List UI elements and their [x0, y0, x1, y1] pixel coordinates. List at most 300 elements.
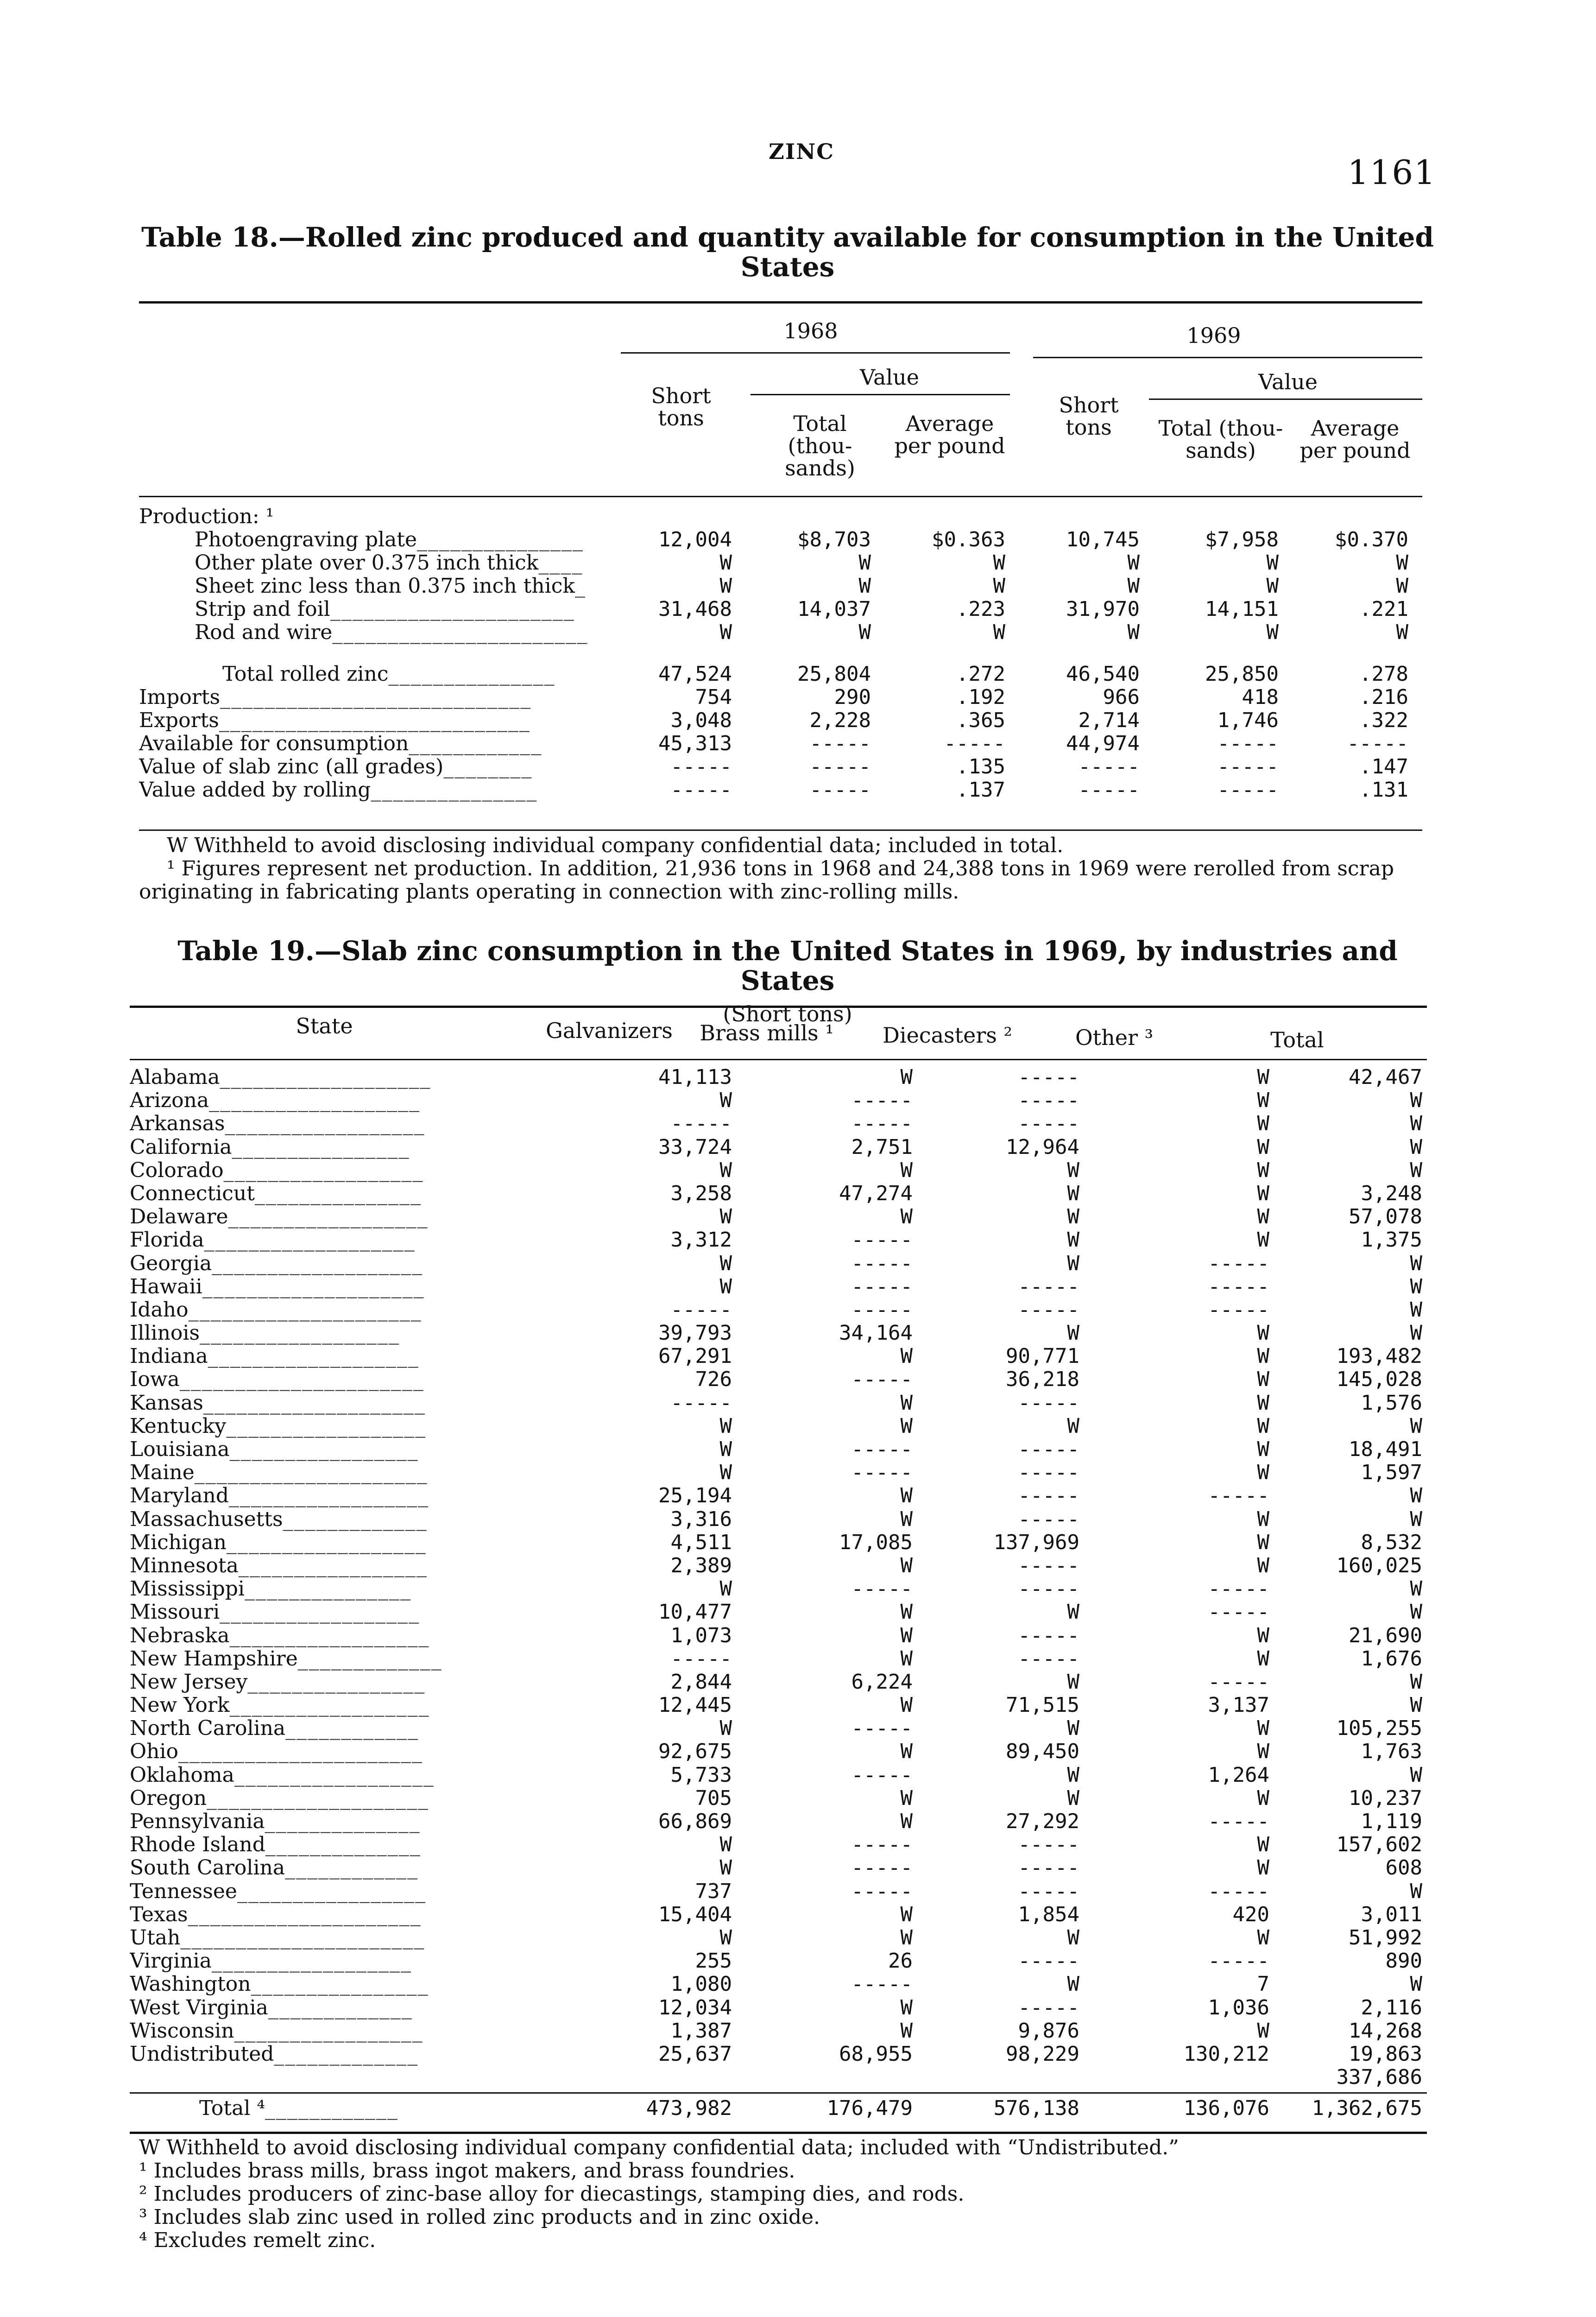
table-row: Idaho_____________________ ----- ----- ----- ----- W: [130, 1298, 1422, 1322]
table-row: Photoengraving plate_______________ 12,004 $8,703 $0.363 10,745 $7,958 $0.370: [195, 528, 1408, 551]
cell: 1,676: [1361, 1646, 1422, 1671]
cell: 31,468: [658, 597, 732, 621]
footnote: W Withheld to avoid disclosing individual company confidential data; included with “Undistributed.”: [139, 2136, 1179, 2159]
cell: -----: [1018, 1461, 1079, 1485]
cell: 4,511: [670, 1530, 732, 1554]
row-label: Missouri: [130, 1601, 220, 1624]
table-19-total-rule: [130, 2092, 1427, 2094]
cell: W: [1257, 1925, 1269, 1950]
cell: 3,316: [670, 1507, 732, 1531]
row-label: Value of slab zinc (all grades): [139, 755, 444, 779]
table-row: Florida___________________ 3,312 ----- W W 1,375: [130, 1228, 1422, 1252]
cell: W: [719, 1274, 732, 1298]
total-1968: Total (thou- sands): [785, 411, 855, 481]
row-label: Hawaii: [130, 1275, 202, 1298]
table-row: Delaware__________________ W W W W 57,078: [130, 1205, 1422, 1229]
cell: W: [1396, 620, 1408, 644]
col-total: Total: [1270, 1027, 1324, 1052]
cell: W: [1257, 1646, 1269, 1671]
cell: W: [1257, 1414, 1269, 1438]
table-18-title: Table 18.—Rolled zinc produced and quantity available for consumption in the United States: [141, 222, 1434, 283]
cell: W: [1257, 1553, 1269, 1577]
cell: -----: [1018, 1553, 1079, 1577]
cell: 1,597: [1361, 1461, 1422, 1485]
cell: W: [900, 1414, 913, 1438]
row-label: Value added by rolling: [139, 779, 371, 802]
cell: $0.370: [1335, 528, 1408, 551]
cell: 1,746: [1217, 709, 1279, 732]
table-row: Virginia__________________ 255 26 ----- ----- 890: [130, 1949, 1422, 1973]
cell: -----: [1018, 1833, 1079, 1857]
cell: W: [1410, 1972, 1422, 1996]
row-label: Maryland: [130, 1484, 229, 1508]
cell: -----: [851, 1716, 913, 1741]
cell: 8,532: [1361, 1530, 1422, 1554]
col-state: State: [296, 1013, 353, 1038]
cell: 3,048: [670, 709, 732, 732]
row-label: Virginia: [130, 1950, 212, 1973]
short-tons-1969: Short tons: [1059, 392, 1119, 440]
cell: 27,292: [1006, 1810, 1079, 1833]
cell: -----: [670, 755, 732, 779]
table-19-subtitle: (Short tons): [723, 1001, 852, 1026]
table-19-header-rule: [130, 1059, 1427, 1060]
table-19-footnotes: [139, 2136, 1436, 2252]
cell: .365: [956, 709, 1005, 732]
table-row: Kansas____________________ ----- W ----- W 1,576: [130, 1391, 1422, 1415]
cell: W: [993, 574, 1005, 598]
footnote: W Withheld to avoid disclosing individual company confidential data; included in total.: [167, 834, 1064, 857]
cell: W: [719, 1437, 732, 1461]
cell: 12,034: [658, 1995, 732, 2019]
cell: .135: [956, 755, 1005, 779]
table-row: Available for consumption____________ 45,313 ----- ----- 44,974 ----- -----: [139, 732, 1408, 755]
table-row: California________________ 33,724 2,751 12,964 W W: [130, 1135, 1422, 1159]
cell: -----: [1217, 778, 1279, 802]
cell: -----: [809, 732, 871, 755]
cell: -----: [1018, 1112, 1079, 1136]
cell: 890: [1385, 1949, 1422, 1973]
table-row: Connecticut_______________ 3,258 47,274 W W 3,248: [130, 1181, 1422, 1205]
cell: W: [1410, 1414, 1422, 1438]
cell: 98,229: [1006, 2042, 1079, 2066]
cell: -----: [851, 1856, 913, 1880]
cell: 34,164: [839, 1321, 913, 1345]
cell: W: [900, 1925, 913, 1950]
table-row: Arizona___________________ W ----- ----- W W: [130, 1089, 1422, 1113]
cell: -----: [1208, 1879, 1269, 1903]
cell: 47,524: [658, 662, 732, 686]
row-label: Undistributed: [130, 2042, 274, 2066]
cell: W: [1257, 1112, 1269, 1136]
cell: 6,224: [851, 1670, 913, 1694]
cell: -----: [670, 1646, 732, 1671]
cell: W: [858, 574, 871, 598]
cell: -----: [1018, 1484, 1079, 1508]
table-row: New Jersey________________ 2,844 6,224 W ----- W: [130, 1670, 1422, 1694]
cell: -----: [851, 1251, 913, 1275]
cell: -----: [1208, 1670, 1269, 1694]
cell: -----: [1018, 1298, 1079, 1322]
cell: -----: [1018, 1437, 1079, 1461]
cell: 25,804: [797, 662, 871, 686]
row-label: New Hampshire: [130, 1647, 298, 1671]
row-label: Sheet zinc less than 0.375 inch thick: [195, 575, 575, 598]
cell: W: [1067, 1321, 1079, 1345]
cell: 1,576: [1361, 1391, 1422, 1415]
row-label: Rhode Island: [130, 1833, 265, 1857]
row-label: New York: [130, 1694, 230, 1717]
cell: W: [900, 1205, 913, 1229]
cell: W: [719, 1856, 732, 1880]
cell: 966: [1103, 685, 1140, 709]
table-row: New Hampshire_____________ ----- W ----- W 1,676: [130, 1646, 1422, 1671]
row-label: Utah: [130, 1926, 181, 1950]
cell: 92,675: [658, 1740, 732, 1764]
cell: -----: [1078, 755, 1140, 779]
table-19-bottom-rule: [130, 2132, 1427, 2134]
row-label: Oregon: [130, 1786, 207, 1810]
cell: -----: [1208, 1949, 1269, 1973]
cell: 71,515: [1006, 1693, 1079, 1717]
table-row: West Virginia_____________ 12,034 W ----- 1,036 2,116: [130, 1995, 1422, 2019]
cell: W: [1257, 1135, 1269, 1159]
cell: W: [1257, 1321, 1269, 1345]
table-row: Ohio______________________ 92,675 W 89,450 W 1,763: [130, 1740, 1422, 1764]
cell: 754: [695, 685, 732, 709]
row-label: Pennsylvania: [130, 1810, 265, 1833]
cell: -----: [851, 1972, 913, 1996]
cell: 25,637: [658, 2042, 732, 2066]
cell: W: [1257, 1391, 1269, 1415]
cell: 2,844: [670, 1670, 732, 1694]
cell: 47,274: [839, 1181, 913, 1205]
cell: 45,313: [658, 732, 732, 755]
table-row: Strip and foil______________________ 31,468 14,037 .223 31,970 14,151 .221: [195, 597, 1408, 621]
cell: 2,714: [1078, 709, 1140, 732]
cell: 33,724: [658, 1135, 732, 1159]
table-row: Value added by rolling_______________ ----- ----- .137 ----- ----- .131: [139, 778, 1408, 802]
cell: 3,312: [670, 1228, 732, 1252]
cell: 136,076: [1183, 2096, 1269, 2120]
cell: 1,362,675: [1312, 2096, 1422, 2120]
cell: 3,258: [670, 1181, 732, 1205]
cell: W: [1257, 1856, 1269, 1880]
cell: W: [1410, 1879, 1422, 1903]
cell: W: [1410, 1274, 1422, 1298]
row-label: West Virginia: [130, 1996, 268, 2019]
cell: W: [993, 620, 1005, 644]
cell: W: [1410, 1763, 1422, 1787]
cell: 7: [1257, 1972, 1269, 1996]
cell: W: [719, 620, 732, 644]
cell: W: [1257, 1716, 1269, 1741]
cell: 25,194: [658, 1484, 732, 1508]
cell: W: [1257, 1507, 1269, 1531]
cell: 15,404: [658, 1902, 732, 1926]
row-label: Idaho: [130, 1298, 189, 1322]
cell: W: [1410, 1158, 1422, 1182]
cell: -----: [1018, 1949, 1079, 1973]
cell: $7,958: [1205, 528, 1279, 551]
cell: W: [900, 1158, 913, 1182]
cell: W: [1067, 1228, 1079, 1252]
row-label: Indiana: [130, 1345, 208, 1368]
table-row: Massachusetts_____________ 3,316 W ----- W W: [130, 1507, 1422, 1531]
row-label: Photoengraving plate: [195, 528, 417, 551]
cell: 12,004: [658, 528, 732, 551]
cell: W: [719, 1925, 732, 1950]
cell: W: [719, 1833, 732, 1857]
cell: W: [1127, 551, 1140, 575]
cell: 608: [1385, 1856, 1422, 1880]
cell: -----: [1018, 1995, 1079, 2019]
cell: W: [1067, 1763, 1079, 1787]
page-header: [0, 0, 1596, 195]
table-row: South Carolina____________ W ----- ----- W 608: [130, 1856, 1422, 1880]
table-row: Value of slab zinc (all grades)________ ----- ----- .135 ----- ----- .147: [139, 755, 1408, 779]
table-row: Kentucky__________________ W W W W W: [130, 1414, 1422, 1438]
table-row: Nebraska__________________ 1,073 W ----- W 21,690: [130, 1623, 1422, 1647]
cell: W: [900, 1600, 913, 1624]
table-row: Michigan__________________ 4,511 17,085 137,969 W 8,532: [130, 1530, 1422, 1554]
cell: -----: [1018, 1879, 1079, 1903]
row-label: Imports: [139, 686, 221, 709]
cell: W: [900, 1786, 913, 1810]
cell: 17,085: [839, 1530, 913, 1554]
cell: 145,028: [1336, 1367, 1422, 1392]
table-19-body: [130, 1066, 1427, 2089]
cell: -----: [851, 1367, 913, 1392]
value-rule-1969: [1149, 399, 1422, 400]
cell: W: [1410, 1577, 1422, 1601]
cell: -----: [670, 1298, 732, 1322]
table-row: Utah______________________ W W W W 51,992: [130, 1925, 1422, 1950]
table-row: Illinois__________________ 39,793 34,164 W W W: [130, 1321, 1422, 1345]
cell: 12,964: [1006, 1135, 1079, 1159]
table-row: Colorado__________________ W W W W W: [130, 1158, 1422, 1182]
cell: W: [900, 1391, 913, 1415]
cell: 44,974: [1066, 732, 1140, 755]
table-19-total-row: Total ⁴____________ 473,982 176,479 576,138 136,076 1,362,675: [199, 2096, 1422, 2120]
cell: W: [1266, 620, 1279, 644]
row-label: Connecticut: [130, 1182, 255, 1205]
cell: 418: [1242, 685, 1279, 709]
cell: -----: [851, 1879, 913, 1903]
row-label: Rod and wire: [195, 621, 333, 644]
cell: W: [1257, 1623, 1269, 1647]
table-row: Washington________________ 1,080 ----- W 7 W: [130, 1972, 1422, 1996]
cell: .221: [1359, 597, 1408, 621]
cell: -----: [851, 1089, 913, 1113]
cell: .272: [956, 662, 1005, 686]
table-row: Rod and wire_______________________ W W W W W W: [195, 620, 1408, 644]
col-brass-mills: Brass mills ¹: [700, 1020, 834, 1045]
cell: .216: [1359, 685, 1408, 709]
cell: 18,491: [1349, 1437, 1422, 1461]
table-row: Alabama___________________ 41,113 W ----- W 42,467: [130, 1065, 1422, 1089]
cell: W: [1410, 1600, 1422, 1624]
row-label: Nebraska: [130, 1624, 230, 1647]
row-label: Maine: [130, 1461, 195, 1485]
cell: -----: [1208, 1810, 1269, 1833]
cell: W: [1410, 1484, 1422, 1508]
row-label: Tennessee: [130, 1880, 237, 1903]
spanner-rule-1968: [621, 352, 1010, 354]
cell: W: [1067, 1251, 1079, 1275]
cell: 89,450: [1006, 1740, 1079, 1764]
cell: W: [1257, 1461, 1269, 1485]
cell: W: [900, 1646, 913, 1671]
table-row: Minnesota_________________ 2,389 W ----- W 160,025: [130, 1553, 1422, 1577]
col-galvanizers: Galvanizers: [546, 1018, 673, 1043]
cell: $8,703: [797, 528, 871, 551]
cell: W: [1067, 1205, 1079, 1229]
cell: W: [1266, 551, 1279, 575]
cell: -----: [809, 778, 871, 802]
cell: W: [1067, 1600, 1079, 1624]
cell: $0.363: [932, 528, 1005, 551]
cell: 420: [1232, 1902, 1269, 1926]
cell: 337,686: [1336, 2065, 1422, 2089]
cell: W: [1257, 1367, 1269, 1392]
cell: 41,113: [658, 1065, 732, 1089]
cell: 1,080: [670, 1972, 732, 1996]
table-row: Maryland__________________ 25,194 W ----- ----- W: [130, 1484, 1422, 1508]
cell: W: [1067, 1716, 1079, 1741]
table-row: Tennessee_________________ 737 ----- ----- ----- W: [130, 1879, 1422, 1903]
cell: 68,955: [839, 2042, 913, 2066]
cell: .131: [1359, 778, 1408, 802]
row-label: Arkansas: [130, 1112, 225, 1136]
cell: 51,992: [1349, 1925, 1422, 1950]
table-row: Iowa______________________ 726 ----- 36,218 W 145,028: [130, 1367, 1422, 1392]
cell: W: [719, 1716, 732, 1741]
table-row: Imports____________________________ 754 290 .192 966 418 .216: [139, 685, 1408, 709]
cell: W: [858, 551, 871, 575]
cell: W: [1410, 1112, 1422, 1136]
row-label: Louisiana: [130, 1438, 230, 1461]
cell: -----: [851, 1577, 913, 1601]
cell: W: [719, 1251, 732, 1275]
row-label: Alabama: [130, 1066, 220, 1089]
cell: -----: [851, 1461, 913, 1485]
cell: W: [900, 1995, 913, 2019]
row-label: Ohio: [130, 1740, 178, 1764]
footnote: ³ Includes slab zinc used in rolled zinc products and in zinc oxide.: [139, 2205, 820, 2229]
cell: W: [900, 1344, 913, 1368]
row-label: Delaware: [130, 1205, 228, 1229]
cell: 160,025: [1336, 1553, 1422, 1577]
value-rule-1968: [751, 394, 1010, 395]
table-row: Louisiana_________________ W ----- ----- W 18,491: [130, 1437, 1422, 1461]
table-row: Maine_____________________ W ----- ----- W 1,597: [130, 1461, 1422, 1485]
row-label: Mississippi: [130, 1577, 245, 1601]
table-row: Sheet zinc less than 0.375 inch thick_ W W W W W W: [195, 574, 1408, 598]
row-label: Illinois: [130, 1322, 200, 1345]
row-label: Kansas: [130, 1391, 203, 1415]
cell: -----: [851, 1298, 913, 1322]
cell: .322: [1359, 709, 1408, 732]
cell: -----: [1208, 1298, 1269, 1322]
cell: -----: [851, 1228, 913, 1252]
cell: W: [1266, 574, 1279, 598]
cell: W: [1257, 1344, 1269, 1368]
cell: W: [900, 1693, 913, 1717]
table-row: Wisconsin_________________ 1,387 W 9,876 W 14,268: [130, 2019, 1422, 2043]
footnote: ¹ Figures represent net production. In addition, 21,936 tons in 1968 and 24,388 tons in 1969 were rerolled from scrap originating in fabricating plants operating in connection with zinc-rolling mills.: [139, 857, 1394, 904]
cell: 5,733: [670, 1763, 732, 1787]
table-row: North Carolina____________ W ----- W W 105,255: [130, 1716, 1422, 1741]
row-label: Available for consumption: [139, 732, 409, 755]
cell: -----: [851, 1437, 913, 1461]
footnote: ² Includes producers of zinc-base alloy for diecastings, stamping dies, and rods.: [139, 2182, 965, 2206]
cell: 1,375: [1361, 1228, 1422, 1252]
cell: 130,212: [1183, 2042, 1269, 2066]
cell: 1,854: [1018, 1902, 1079, 1926]
cell: W: [858, 620, 871, 644]
page-number: 1161: [1347, 153, 1436, 192]
cell: 25,850: [1205, 662, 1279, 686]
table-18-bottom-rule: [139, 829, 1422, 831]
col-other: Other ³: [1075, 1025, 1154, 1050]
cell: W: [1257, 1530, 1269, 1554]
cell: W: [719, 1414, 732, 1438]
table-row: Hawaii____________________ W ----- ----- ----- W: [130, 1274, 1422, 1298]
cell: 255: [695, 1949, 732, 1973]
row-label: Michigan: [130, 1531, 227, 1554]
cell: 19,863: [1349, 2042, 1422, 2066]
cell: W: [1067, 1670, 1079, 1694]
cell: W: [1257, 1437, 1269, 1461]
cell: 290: [834, 685, 871, 709]
cell: -----: [1018, 1065, 1079, 1089]
cell: 14,268: [1349, 2019, 1422, 2043]
row-label: Other plate over 0.375 inch thick: [195, 551, 539, 575]
cell: W: [1257, 1228, 1269, 1252]
cell: 1,036: [1208, 1995, 1269, 2019]
value-1968: Value: [860, 365, 919, 390]
table-18-top-rule: [139, 301, 1422, 304]
cell: 473,982: [646, 2096, 732, 2120]
cell: 576,138: [993, 2096, 1079, 2120]
footnote: ⁴ Excludes remelt zinc.: [139, 2228, 376, 2252]
cell: .147: [1359, 755, 1408, 779]
table-18-header-rule: [139, 496, 1422, 497]
year-1969: 1969: [1186, 323, 1241, 348]
cell: 42,467: [1349, 1065, 1422, 1089]
table-row: New York__________________ 12,445 W 71,515 3,137 W: [130, 1693, 1422, 1717]
row-label: North Carolina: [130, 1717, 286, 1741]
cell: W: [1127, 574, 1140, 598]
cell: 12,445: [658, 1693, 732, 1717]
row-label: Massachusetts: [130, 1507, 283, 1531]
row-label: New Jersey: [130, 1670, 248, 1694]
row-label: Florida: [130, 1228, 204, 1252]
cell: -----: [1208, 1484, 1269, 1508]
cell: W: [1396, 574, 1408, 598]
table-row: [130, 2066, 1427, 2089]
cell: -----: [1018, 1856, 1079, 1880]
cell: W: [1127, 620, 1140, 644]
row-label: South Carolina: [130, 1856, 285, 1880]
cell: .223: [956, 597, 1005, 621]
cell: W: [1410, 1670, 1422, 1694]
cell: W: [900, 1065, 913, 1089]
cell: -----: [851, 1833, 913, 1857]
running-head: ZINC: [769, 139, 834, 164]
cell: W: [719, 1205, 732, 1229]
